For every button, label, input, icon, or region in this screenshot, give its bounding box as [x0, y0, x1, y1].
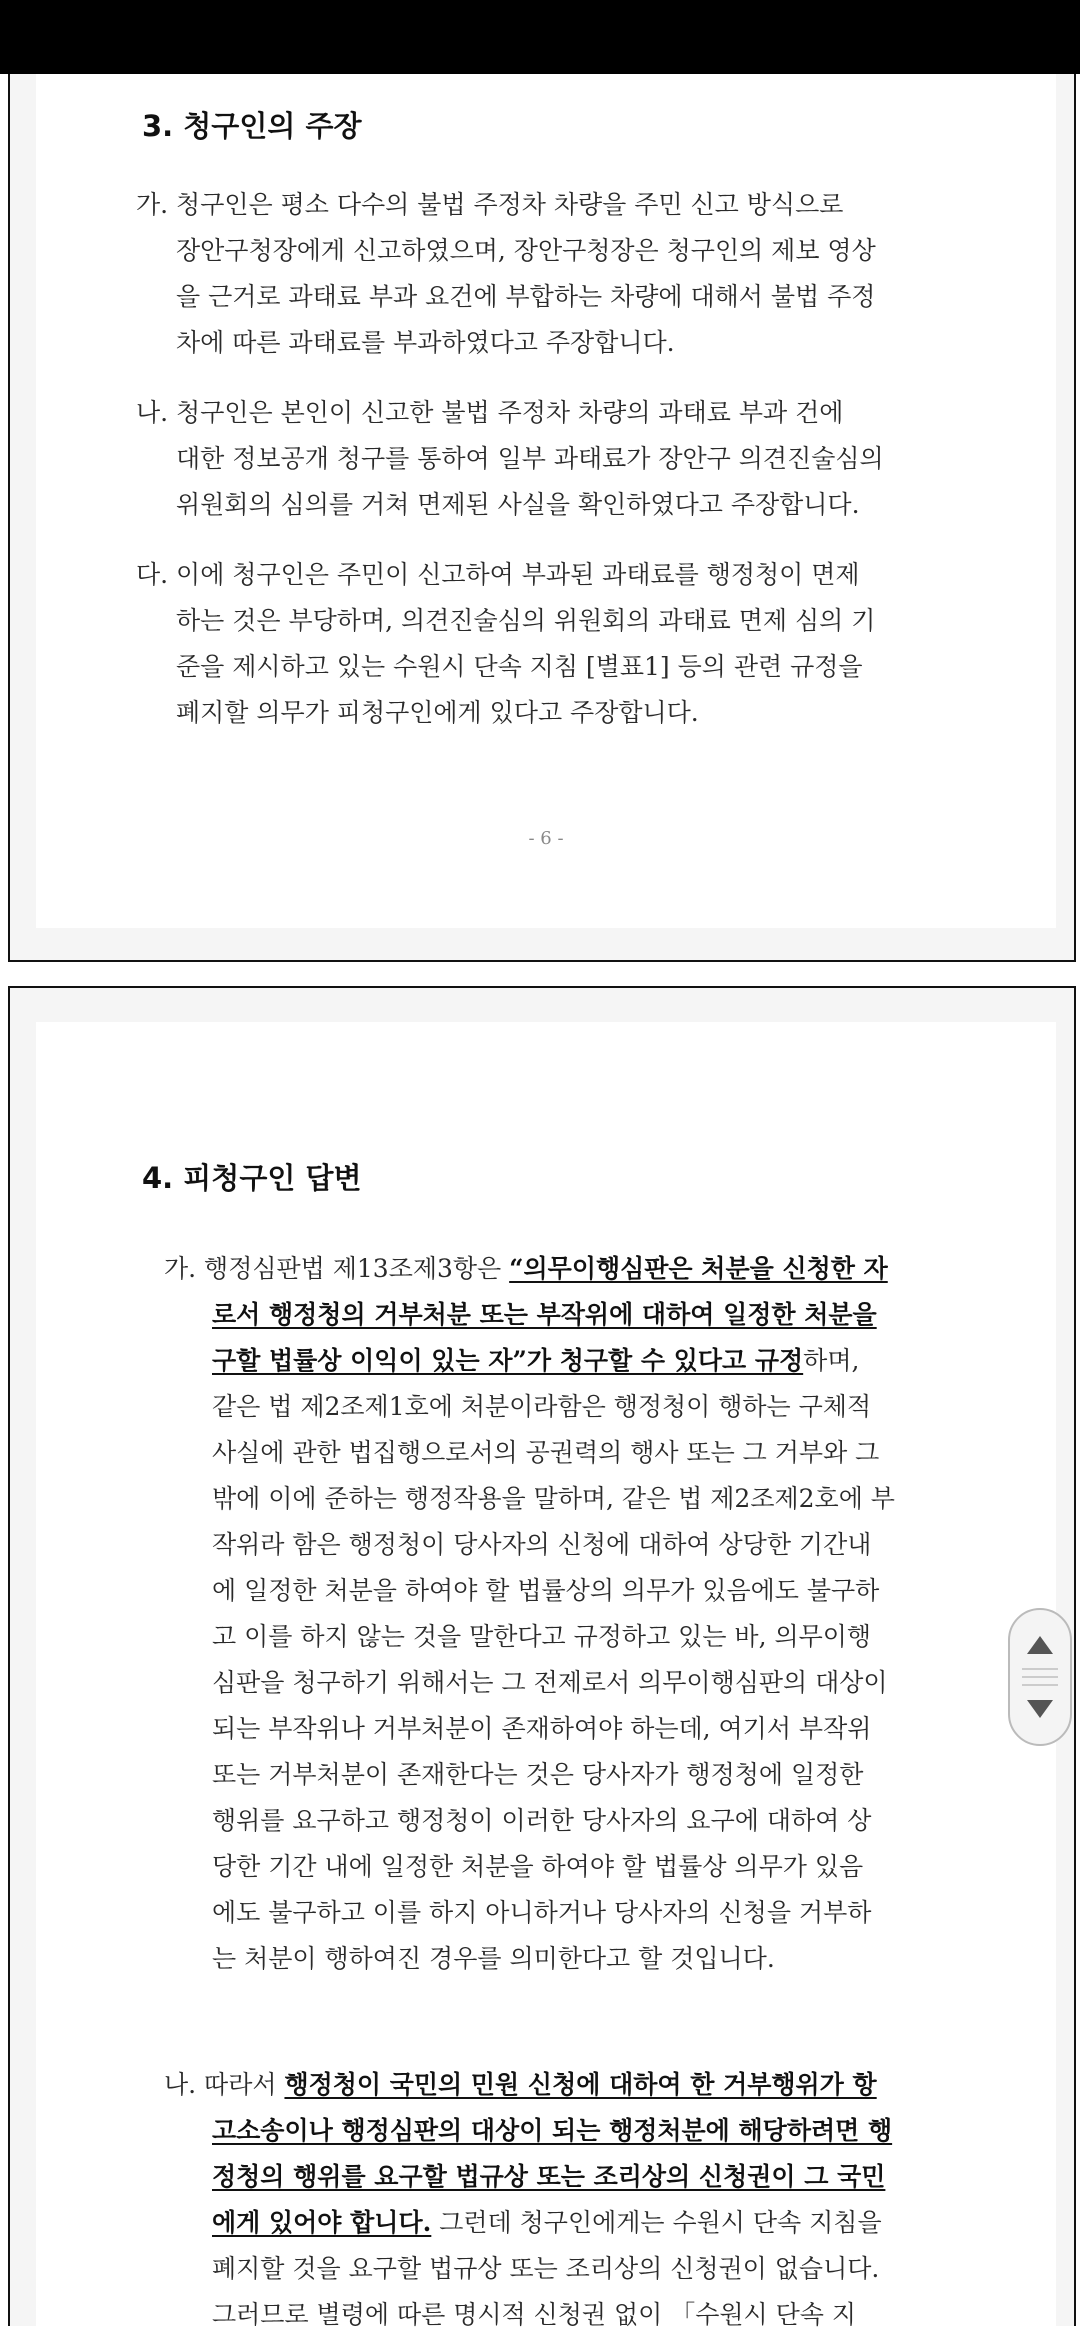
text-line: 는 처분이 행하여진 경우를 의미한다고 할 것입니다. [212, 1944, 775, 1973]
section-3-paragraph-na [136, 390, 884, 528]
text-line: 차에 따른 과태료를 부과하였다고 주장합니다. [176, 328, 675, 357]
grip-line [1022, 1668, 1058, 1670]
text-line: 장안구청장에게 신고하였으며, 장안구청장은 청구인의 제보 영상 [176, 236, 876, 265]
document-page-6 [8, 74, 1076, 962]
emphasized-text: 정청의 행위를 요구할 법규상 또는 조리상의 신청권이 그 국민 [212, 2162, 886, 2191]
emphasized-text: 고소송이나 행정심판의 대상이 되는 행정처분에 해당하려면 행 [212, 2116, 893, 2145]
text-line [164, 2154, 892, 2200]
text-line [164, 1292, 895, 1338]
page-content [36, 1022, 1056, 2342]
chevron-up-icon[interactable] [1027, 1636, 1053, 1654]
chevron-down-icon[interactable] [1027, 1700, 1053, 1718]
section-3-paragraph-ga [136, 182, 876, 366]
text-line: 가. 행정심판법 제13조제3항은 “의무이행심판은 처분을 신청한 자 [164, 1254, 888, 1283]
text-line: 위원회의 심의를 거쳐 면제된 사실을 확인하였다고 주장합니다. [176, 490, 860, 519]
scroll-control[interactable] [1008, 1608, 1072, 1746]
text-line: 하는 것은 부당하며, 의견진술심의 위원회의 과태료 면제 심의 기 [176, 606, 876, 635]
text-line: 다. 이에 청구인은 주민이 신고하여 부과된 과태료를 행정청이 면제 [136, 560, 860, 589]
text-line: 되는 부작위나 거부처분이 존재하여야 하는데, 여기서 부작위 [212, 1714, 872, 1743]
page-content [36, 74, 1056, 928]
text-line: 사실에 관한 법집행으로서의 공권력의 행사 또는 그 거부와 그 [212, 1438, 880, 1467]
text-line: 을 근거로 과태료 부과 요건에 부합하는 차량에 대해서 불법 주정 [176, 282, 876, 311]
text-line: 같은 법 제2조제1호에 처분이라함은 행정청이 행하는 구체적 [212, 1392, 872, 1421]
text-line: 구할 법률상 이익이 있는 자”가 청구할 수 있다고 규정하며, [212, 1346, 860, 1375]
document-page-7 [8, 986, 1076, 2329]
text-line: 작위라 함은 행정청이 당사자의 신청에 대하여 상당한 기간내 [212, 1530, 872, 1559]
section-4-paragraph-na [164, 2062, 892, 2338]
text-line: 에게 있어야 합니다. 그런데 청구인에게는 수원시 단속 지침을 [212, 2208, 882, 2237]
text-line: 그러므로 별령에 따른 명시적 신청권 없이 「수원시 단속 지 [212, 2300, 857, 2329]
emphasized-text: 로서 행정청의 거부처분 또는 부작위에 대하여 일정한 처분을 [212, 1300, 877, 1329]
text-line: 에도 불구하고 이를 하지 아니하거나 당사자의 신청을 거부하 [212, 1898, 872, 1927]
text-line: 에 일정한 처분을 하여야 할 법률상의 의무가 있음에도 불구하 [212, 1576, 880, 1605]
grip-line [1022, 1676, 1058, 1678]
section-4-paragraph-ga [164, 1246, 895, 1982]
text-line: 가. 청구인은 평소 다수의 불법 주정차 차량을 주민 신고 방식으로 [136, 190, 844, 219]
text-line: 준을 제시하고 있는 수원시 단속 지침 [별표1] 등의 관련 규정을 [176, 652, 863, 681]
top-status-bar [0, 0, 1080, 74]
text-line: 또는 거부처분이 존재한다는 것은 당사자가 행정청에 일정한 [212, 1760, 864, 1789]
text-line: 당한 기간 내에 일정한 처분을 하여야 할 법률상 의무가 있음 [212, 1852, 864, 1881]
text-line [164, 2108, 892, 2154]
emphasized-text: “의무이행심판은 처분을 신청한 자 [509, 1254, 888, 1283]
text-line: 심판을 청구하기 위해서는 그 전제로서 의무이행심판의 대상이 [212, 1668, 888, 1697]
text-line: 대한 정보공개 청구를 통하여 일부 과태료가 장안구 의견진술심의 [176, 444, 884, 473]
emphasized-text: 에게 있어야 합니다. [212, 2208, 432, 2237]
text-line: 고 이를 하지 않는 것을 말한다고 규정하고 있는 바, 의무이행 [212, 1622, 872, 1651]
section-4-heading: 4. 피청구인 답변 [142, 1161, 362, 1195]
text-line: 폐지할 것을 요구할 법규상 또는 조리상의 신청권이 없습니다. [212, 2254, 880, 2283]
text-line: 나. 청구인은 본인이 신고한 불법 주정차 차량의 과태료 부과 건에 [136, 398, 844, 427]
page-number: - 6 - [528, 828, 564, 849]
text-line: 밖에 이에 준하는 행정작용을 말하며, 같은 법 제2조제2호에 부 [212, 1484, 895, 1513]
text-line: 나. 따라서 행정청이 국민의 민원 신청에 대하여 한 거부행위가 항 [164, 2070, 877, 2099]
text-line: 폐지할 의무가 피청구인에게 있다고 주장합니다. [176, 698, 699, 727]
emphasized-text: 행정청이 국민의 민원 신청에 대하여 한 거부행위가 항 [284, 2070, 877, 2099]
section-3-heading: 3. 청구인의 주장 [142, 109, 362, 143]
grip-line [1022, 1684, 1058, 1686]
text-line: 행위를 요구하고 행정청이 이러한 당사자의 요구에 대하여 상 [212, 1806, 872, 1835]
emphasized-text: 구할 법률상 이익이 있는 자”가 청구할 수 있다고 규정 [212, 1346, 804, 1375]
section-3-paragraph-da [136, 552, 875, 736]
